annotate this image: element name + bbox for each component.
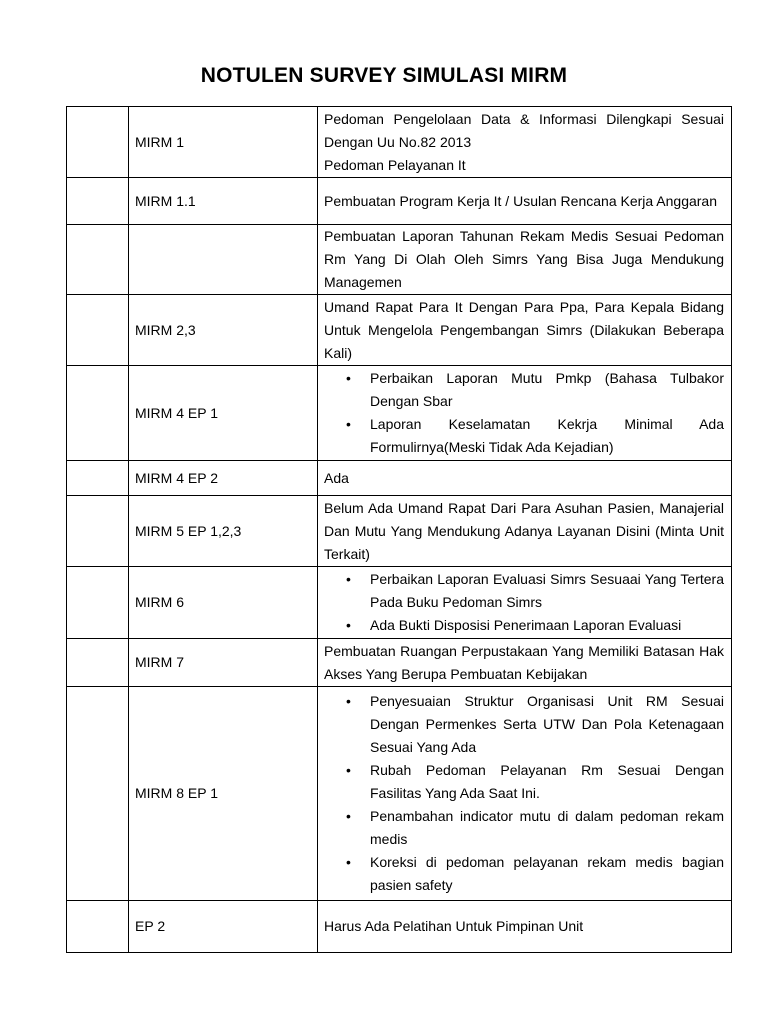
- note-text: Pedoman Pengelolaan Data & Informasi Dilengkapi Sesuai Dengan Uu No.82 2013: [324, 110, 724, 150]
- note-text: Pedoman Pelayanan It: [324, 156, 466, 173]
- blank-cell: [67, 496, 129, 567]
- bullet-icon: •: [346, 854, 351, 870]
- bullet-icon: •: [346, 808, 351, 824]
- blank-cell: [67, 366, 129, 461]
- item-label: MIRM 2,3: [129, 295, 318, 366]
- table-row: [67, 567, 732, 639]
- list-item: [324, 690, 724, 759]
- blank-cell: [67, 225, 129, 295]
- blank-cell: [67, 295, 129, 366]
- item-label: MIRM 1.1: [129, 178, 318, 225]
- table-row: [67, 687, 732, 901]
- list-item: [324, 367, 724, 413]
- bullet-icon: •: [346, 370, 351, 386]
- item-label: MIRM 8 EP 1: [129, 687, 318, 901]
- bullet-list: [324, 690, 724, 897]
- note-text: Pembuatan Laporan Tahunan Rekam Medis Sesuai Pedoman Rm Yang Di Olah Oleh Simrs Yang Bisa Juga Mendukung Managemen: [324, 228, 724, 290]
- item-notes: [318, 639, 732, 687]
- table-row: [67, 901, 732, 953]
- item-label: EP 2: [129, 901, 318, 953]
- item-notes: [318, 687, 732, 901]
- bullet-icon: •: [346, 693, 351, 709]
- item-notes: [318, 567, 732, 639]
- bullet-icon: •: [346, 571, 351, 587]
- item-label: MIRM 4 EP 1: [129, 366, 318, 461]
- item-label: MIRM 1: [129, 107, 318, 178]
- note-text: Penambahan indicator mutu di dalam pedoman rekam medis: [370, 808, 724, 847]
- bullet-icon: •: [346, 617, 351, 633]
- note-text: Ada: [324, 469, 349, 486]
- table-row: [67, 178, 732, 225]
- item-label: [129, 225, 318, 295]
- bullet-list: [324, 367, 724, 459]
- item-notes: [318, 496, 732, 567]
- table-row: [67, 461, 732, 496]
- list-item: [324, 568, 724, 614]
- item-notes: [318, 225, 732, 295]
- note-text: Perbaikan Laporan Evaluasi Simrs Sesuaai Yang Tertera Pada Buku Pedoman Simrs: [370, 571, 724, 610]
- note-text: Laporan Keselamatan Kekrja Minimal Ada Formulirnya(Meski Tidak Ada Kejadian): [370, 416, 724, 455]
- table-row: [67, 295, 732, 366]
- list-item: [324, 759, 724, 805]
- blank-cell: [67, 567, 129, 639]
- note-text: Perbaikan Laporan Mutu Pmkp (Bahasa Tulbakor Dengan Sbar: [370, 370, 724, 409]
- item-notes: [318, 107, 732, 178]
- item-notes: [318, 178, 732, 225]
- bullet-icon: •: [346, 416, 351, 432]
- item-notes: [318, 461, 732, 496]
- item-notes: [318, 901, 732, 953]
- list-item: [324, 805, 724, 851]
- blank-cell: [67, 901, 129, 953]
- table-row: [67, 639, 732, 687]
- note-text: Belum Ada Umand Rapat Dari Para Asuhan Pasien, Manajerial Dan Mutu Yang Mendukung Adanya Layanan Disini (Minta Unit Terkait): [324, 499, 724, 562]
- table-row: [67, 107, 732, 178]
- item-label: MIRM 5 EP 1,2,3: [129, 496, 318, 567]
- blank-cell: [67, 461, 129, 496]
- document-title: NOTULEN SURVEY SIMULASI MIRM: [200, 64, 568, 87]
- item-notes: [318, 295, 732, 366]
- note-text: Penyesuaian Struktur Organisasi Unit RM Sesuai Dengan Permenkes Serta UTW Dan Pola Ketenagaan Sesuai Yang Ada: [370, 693, 724, 755]
- list-item: [324, 614, 724, 637]
- item-notes: [318, 366, 732, 461]
- blank-cell: [67, 687, 129, 901]
- note-text: Pembuatan Ruangan Perpustakaan Yang Memiliki Batasan Hak Akses Yang Berupa Pembuatan Kebijakan: [324, 642, 724, 682]
- bullet-icon: •: [346, 762, 351, 778]
- note-text: Umand Rapat Para It Dengan Para Ppa, Para Kepala Bidang Untuk Mengelola Pengembangan Simrs (Dilakukan Beberapa Kali): [324, 298, 724, 361]
- note-text: Harus Ada Pelatihan Untuk Pimpinan Unit: [324, 918, 584, 934]
- bullet-list: [324, 568, 724, 637]
- list-item: [324, 413, 724, 459]
- note-text: Pembuatan Program Kerja It / Usulan Rencana Kerja Anggaran: [324, 192, 718, 209]
- blank-cell: [67, 639, 129, 687]
- item-label: MIRM 6: [129, 567, 318, 639]
- item-label: MIRM 4 EP 2: [129, 461, 318, 496]
- blank-cell: [67, 178, 129, 225]
- blank-cell: [67, 107, 129, 178]
- list-item: [324, 851, 724, 897]
- note-text: Koreksi di pedoman pelayanan rekam medis bagian pasien safety: [370, 854, 724, 893]
- table-row: [67, 366, 732, 461]
- note-text: Rubah Pedoman Pelayanan Rm Sesuai Dengan Fasilitas Yang Ada Saat Ini.: [370, 762, 724, 801]
- item-label: MIRM 7: [129, 639, 318, 687]
- notes-table: [66, 106, 732, 953]
- table-row: [67, 225, 732, 295]
- table-row: [67, 496, 732, 567]
- note-text: Ada Bukti Disposisi Penerimaan Laporan Evaluasi: [370, 617, 682, 633]
